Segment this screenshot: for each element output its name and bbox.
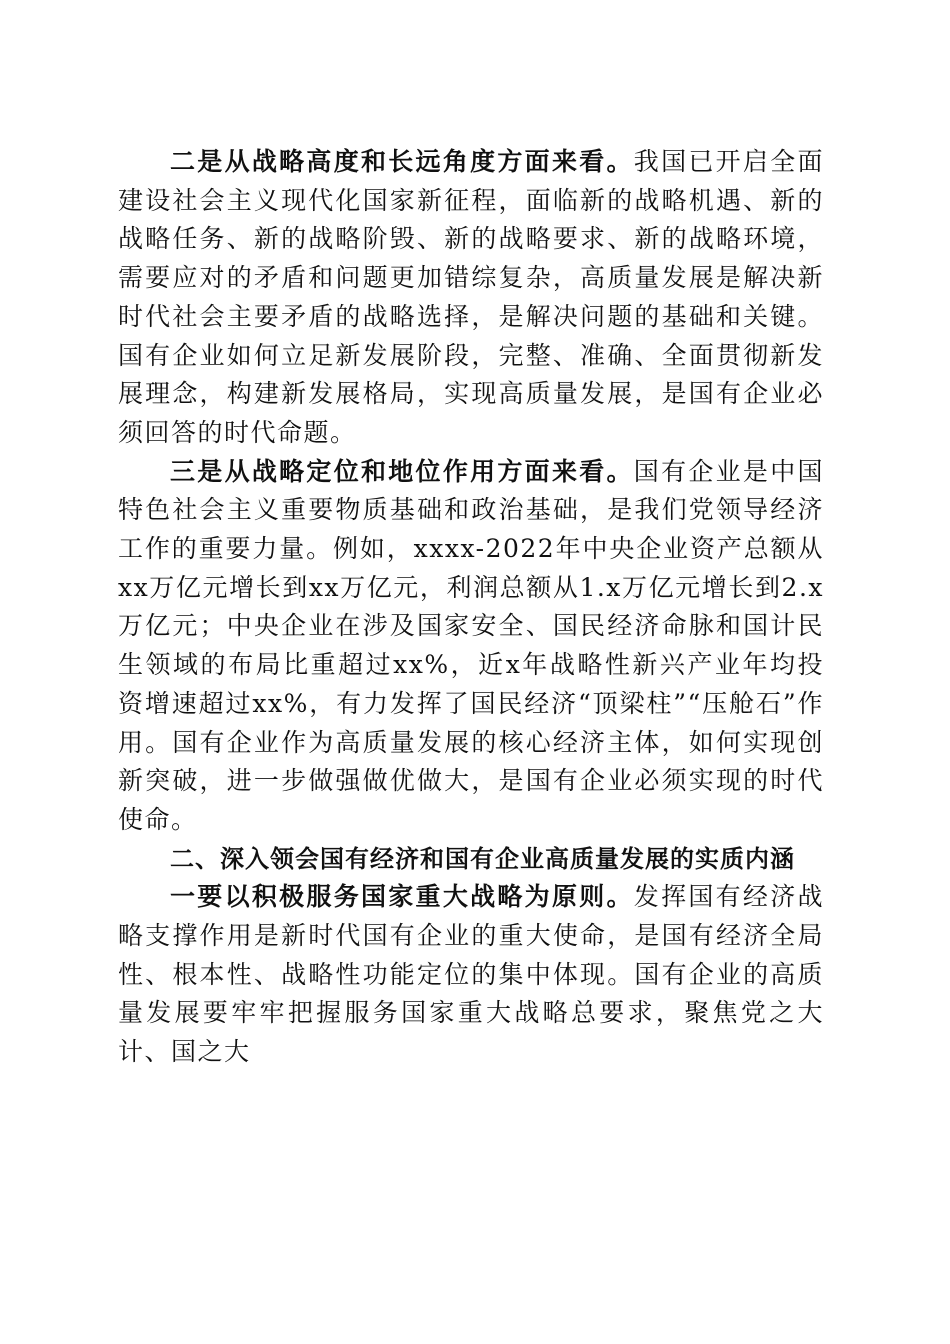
paragraph-lead: 二是从战略高度和长远角度方面来看。 [170,147,634,176]
document-body [118,143,824,1072]
paragraph-text: 国有企业是中国特色社会主义重要物质基础和政治基础，是我们党领导经济工作的重要力量。例如，xxxx-2022年中央企业资产总额从xx万亿元增长到xx万亿元，利润总额从1.x万亿元增长到2.x万亿元；中央企业在涉及国家安全、国民经济命脉和国计民生领域的布局比重超过xx%，近x年战略性新兴产业年均投资增速超过xx%，有力发挥了国民经济“顶梁柱”“压舱石”作用。国有企业作为高质量发展的核心经济主体，如何实现创新突破，进一步做强做优做大，是国有企业必须实现的时代使命。 [118,456,824,834]
section-heading: 二、深入领会国有经济和国有企业高质量发展的实质内涵 [170,844,795,873]
paragraph-text: 我国已开启全面建设社会主义现代化国家新征程，面临新的战略机遇、新的战略任务、新的战略阶毁、新的战略要求、新的战略环境，需要应对的矛盾和问题更加错综复杂，高质量发展是解决新时代社会主要矛盾的战略选择，是解决问题的基础和关键。国有企业如何立足新发展阶段，完整、准确、全面贯彻新发展理念，构建新发展格局，实现高质量发展，是国有企业必须回答的时代命题。 [118,147,824,447]
paragraph-lead: 一要以积极服务国家重大战略为原则。 [170,882,634,912]
paragraph-text: 发挥国有经济战略支撑作用是新时代国有企业的重大使命，是国有经济全局性、根本性、战略性功能定位的集中体现。国有企业的高质量发展要牢牢把握服务国家重大战略总要求，聚焦党之大计、国之大 [118,882,824,1067]
paragraph-strategic-position [118,453,824,840]
paragraph-serve-national-strategy [118,878,824,1072]
paragraph-strategic-height [118,143,824,453]
paragraph-lead: 三是从战略定位和地位作用方面来看。 [170,456,634,486]
